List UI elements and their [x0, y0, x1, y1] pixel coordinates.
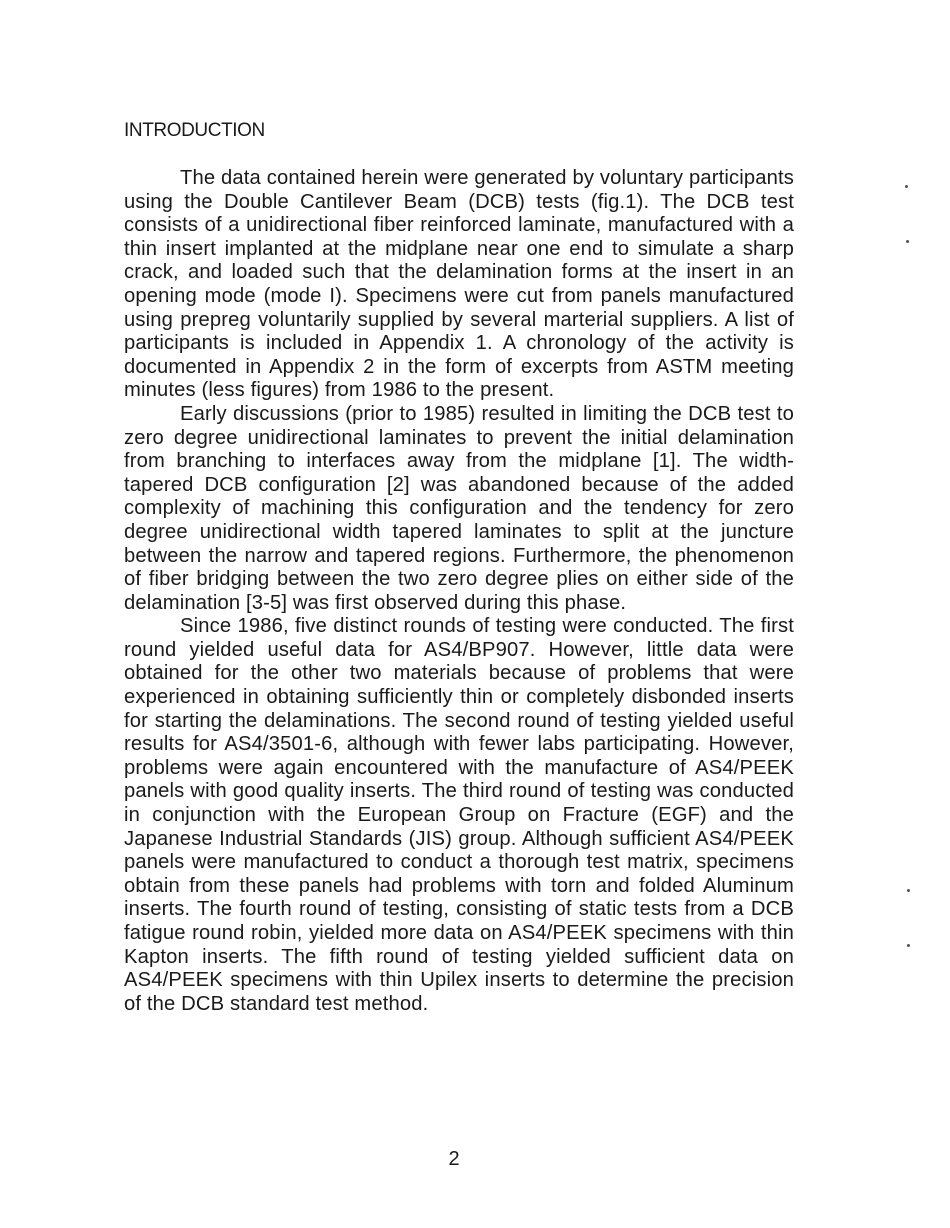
scan-speck: [907, 944, 910, 947]
paragraph: Early discussions (prior to 1985) resulted in limiting the DCB test to zero degree unidirectional laminates to prevent the initial delamination from branching to interfaces away from the midplane [1]. The width-tapered DCB configuration [2] was abandoned because of the added complexity of machining this configuration and the tendency for zero degree unidirectional width tapered laminates to split at the juncture between the narrow and tapered regions. Furthermore, the phenomenon of fiber bridging between the two zero degree plies on either side of the delamination [3-5] was first observed during this phase.: [124, 402, 794, 614]
scan-speck: [907, 889, 910, 892]
scan-speck: [906, 240, 909, 243]
page-number: 2: [448, 1148, 460, 1170]
paragraph: Since 1986, five distinct rounds of testing were conducted. The first round yielded useful data for AS4/BP907. However, little data were obtained for the other two materials because of problems that were experienced in obtaining sufficiently thin or completely disbonded inserts for starting the delaminations. The second round of testing yielded useful results for AS4/3501-6, although with fewer labs participating. However, problems were again encountered with the manufacture of AS4/PEEK panels with good quality inserts. The third round of testing was conducted in conjunction with the European Group on Fracture (EGF) and the Japanese Industrial Standards (JIS) group. Although sufficient AS4/PEEK panels were manufactured to conduct a thorough test matrix, specimens obtain from these panels had problems with torn and folded Aluminum inserts. The fourth round of testing, consisting of static tests from a DCB fatigue round robin, yielded more data on AS4/PEEK specimens with thin Kapton inserts. The fifth round of testing yielded sufficient data on AS4/PEEK specimens with thin Upilex inserts to determine the precision of the DCB standard test method.: [124, 615, 794, 1015]
section-heading: INTRODUCTION: [124, 120, 265, 141]
scan-speck: [905, 185, 908, 188]
paragraph: The data contained herein were generated by voluntary participants using the Double Cantilever Beam (DCB) tests (fig.1). The DCB test consists of a unidirectional fiber reinforced laminate, manufactured with a thin insert implanted at the midplane near one end to simulate a sharp crack, and loaded such that the delamination forms at the insert in an opening mode (mode I). Specimens were cut from panels manufactured using prepreg voluntarily supplied by several marterial suppliers. A list of participants is included in Appendix 1. A chronology of the activity is documented in Appendix 2 in the form of excerpts from ASTM meeting minutes (less figures) from 1986 to the present.: [124, 167, 794, 402]
body-text: [124, 167, 794, 1016]
